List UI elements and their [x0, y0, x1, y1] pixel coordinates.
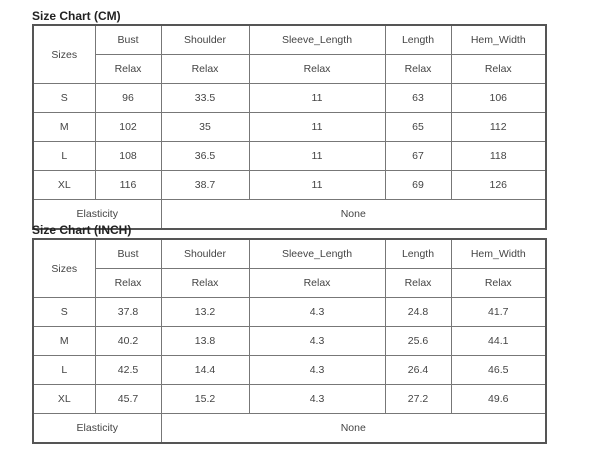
table-cell: 102 [95, 113, 161, 142]
column-header-bust: Bust [95, 239, 161, 269]
table-cell: 33.5 [161, 84, 249, 113]
table-cell: 11 [249, 142, 385, 171]
table-cell: 11 [249, 113, 385, 142]
table-cell: 25.6 [385, 327, 451, 356]
elasticity-row [33, 414, 546, 444]
fit-cell: Relax [451, 55, 546, 84]
table-cell: 13.2 [161, 298, 249, 327]
table-cell: 65 [385, 113, 451, 142]
elasticity-label: Elasticity [33, 414, 161, 444]
table-cell: 67 [385, 142, 451, 171]
fit-cell: Relax [161, 55, 249, 84]
table-cell: 37.8 [95, 298, 161, 327]
header-row [33, 239, 546, 269]
table-cell: 108 [95, 142, 161, 171]
elasticity-value: None [161, 414, 546, 444]
table-cell: 11 [249, 84, 385, 113]
size-label: L [33, 356, 95, 385]
table-cell: 106 [451, 84, 546, 113]
table-cell: 45.7 [95, 385, 161, 414]
header-row [33, 25, 546, 55]
column-header-shoulder: Shoulder [161, 25, 249, 55]
size-chart-cm-table [32, 24, 547, 230]
table-cell: 13.8 [161, 327, 249, 356]
fit-cell: Relax [95, 269, 161, 298]
size-label: S [33, 84, 95, 113]
fit-cell: Relax [161, 269, 249, 298]
table-cell: 42.5 [95, 356, 161, 385]
size-label: XL [33, 171, 95, 200]
size-chart-inch-table [32, 238, 547, 444]
column-header-shoulder: Shoulder [161, 239, 249, 269]
fit-row [33, 269, 546, 298]
fit-cell: Relax [249, 55, 385, 84]
table-cell: 41.7 [451, 298, 546, 327]
size-label: M [33, 113, 95, 142]
fit-cell: Relax [451, 269, 546, 298]
table-cell: 11 [249, 171, 385, 200]
elasticity-value: None [161, 200, 546, 230]
table-cell: 35 [161, 113, 249, 142]
fit-cell: Relax [385, 55, 451, 84]
size-label: M [33, 327, 95, 356]
table-row [33, 113, 546, 142]
table-row [33, 385, 546, 414]
table-cell: 27.2 [385, 385, 451, 414]
table-cell: 4.3 [249, 298, 385, 327]
fit-cell: Relax [385, 269, 451, 298]
sizes-header: Sizes [33, 25, 95, 84]
elasticity-label: Elasticity [33, 200, 161, 230]
table-cell: 116 [95, 171, 161, 200]
table-row [33, 142, 546, 171]
fit-cell: Relax [249, 269, 385, 298]
size-label: XL [33, 385, 95, 414]
table-cell: 4.3 [249, 356, 385, 385]
column-header-bust: Bust [95, 25, 161, 55]
table-cell: 69 [385, 171, 451, 200]
column-header-hem-width: Hem_Width [451, 239, 546, 269]
table-cell: 96 [95, 84, 161, 113]
table-cell: 118 [451, 142, 546, 171]
column-header-hem-width: Hem_Width [451, 25, 546, 55]
column-header-length: Length [385, 239, 451, 269]
table-cell: 4.3 [249, 385, 385, 414]
table-row [33, 327, 546, 356]
table-cell: 26.4 [385, 356, 451, 385]
fit-cell: Relax [95, 55, 161, 84]
table-cell: 14.4 [161, 356, 249, 385]
column-header-sleeve-length: Sleeve_Length [249, 239, 385, 269]
table-cell: 46.5 [451, 356, 546, 385]
table-row [33, 171, 546, 200]
table-cell: 126 [451, 171, 546, 200]
table-cell: 24.8 [385, 298, 451, 327]
table-row [33, 84, 546, 113]
table-cell: 49.6 [451, 385, 546, 414]
table-cell: 63 [385, 84, 451, 113]
column-header-length: Length [385, 25, 451, 55]
table-cell: 15.2 [161, 385, 249, 414]
sizes-header: Sizes [33, 239, 95, 298]
size-label: S [33, 298, 95, 327]
size-chart-inch-title: Size Chart (INCH) [32, 223, 132, 237]
table-cell: 44.1 [451, 327, 546, 356]
table-cell: 38.7 [161, 171, 249, 200]
table-cell: 4.3 [249, 327, 385, 356]
size-chart-cm-title: Size Chart (CM) [32, 9, 121, 23]
table-cell: 40.2 [95, 327, 161, 356]
size-label: L [33, 142, 95, 171]
column-header-sleeve-length: Sleeve_Length [249, 25, 385, 55]
table-row [33, 298, 546, 327]
table-row [33, 356, 546, 385]
fit-row [33, 55, 546, 84]
table-cell: 112 [451, 113, 546, 142]
table-cell: 36.5 [161, 142, 249, 171]
